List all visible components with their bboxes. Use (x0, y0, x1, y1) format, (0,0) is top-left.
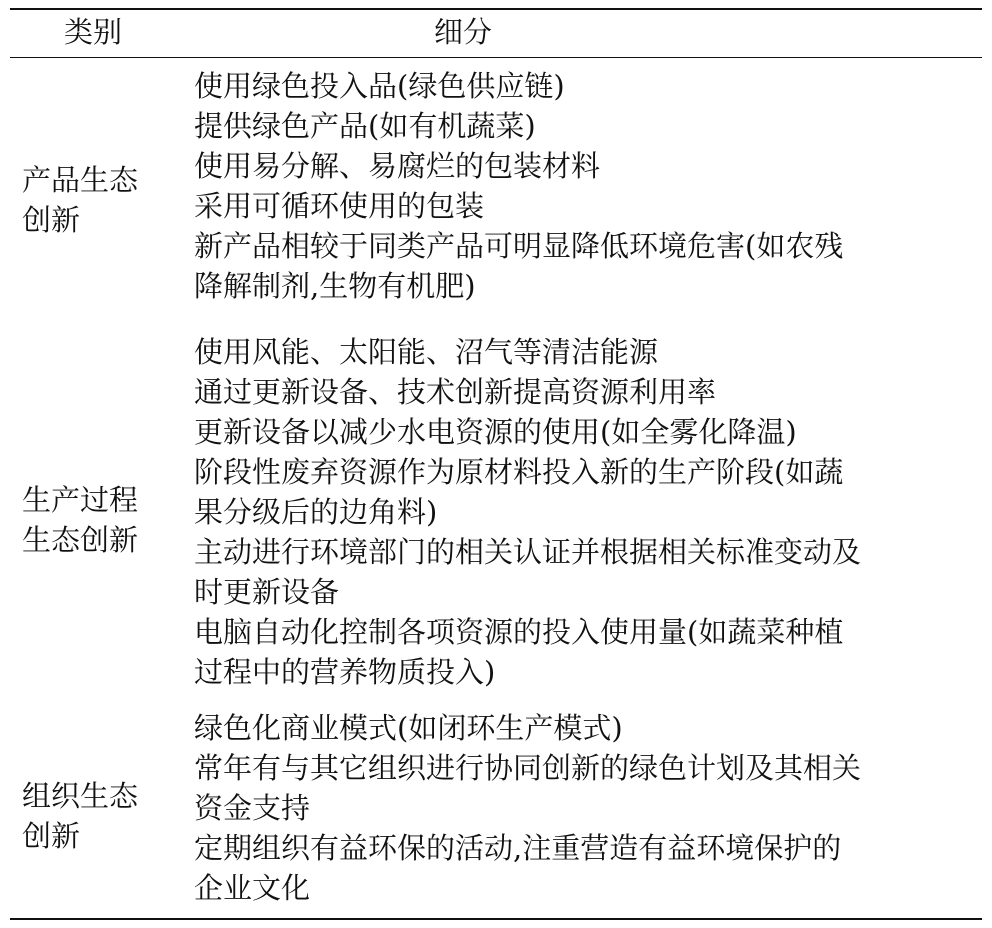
header-subdivision: 细分 (434, 15, 493, 49)
header-category: 类别 (64, 15, 123, 49)
list-item: 通过更新设备、技术创新提高资源利用率 (194, 375, 717, 409)
item-list (194, 66, 974, 306)
header-rule (10, 57, 982, 58)
category-cell: 产品生态 创新 (22, 163, 139, 237)
list-item: 使用绿色投入品(绿色供应链) (194, 69, 565, 103)
list-item: 电脑自动化控制各项资源的投入使用量(如蔬菜种植 过程中的营养物质投入) (194, 615, 844, 689)
classification-table (10, 8, 982, 920)
list-item: 阶段性废弃资源作为原材料投入新的生产阶段(如蔬 果分级后的边角料) (194, 455, 844, 529)
category-cell: 生产过程 生态创新 (22, 483, 139, 557)
list-item: 常年有与其它组织进行协同创新的绿色计划及其相关 资金支持 (194, 751, 862, 825)
group-production-process-eco-innovation (10, 332, 982, 692)
list-item: 定期组织有益环保的活动,注重营造有益环境保护的 企业文化 (194, 831, 842, 905)
table-bottom-rule (10, 918, 982, 920)
list-item: 使用风能、太阳能、沼气等清洁能源 (194, 335, 659, 369)
list-item: 采用可循环使用的包装 (194, 189, 485, 223)
list-item: 提供绿色产品(如有机蔬菜) (194, 109, 536, 143)
group-product-eco-innovation (10, 66, 982, 306)
item-list (194, 332, 974, 692)
list-item: 使用易分解、易腐烂的包装材料 (194, 149, 601, 183)
table-top-rule (10, 8, 982, 10)
group-organization-eco-innovation (10, 708, 982, 908)
list-item: 新产品相较于同类产品可明显降低环境危害(如农残 降解制剂,生物有机肥) (194, 229, 844, 303)
category-cell: 组织生态 创新 (22, 779, 139, 853)
list-item: 更新设备以减少水电资源的使用(如全雾化降温) (194, 415, 797, 449)
item-list (194, 708, 974, 908)
list-item: 绿色化商业模式(如闭环生产模式) (194, 711, 623, 745)
list-item: 主动进行环境部门的相关认证并根据相关标准变动及 时更新设备 (194, 535, 862, 609)
